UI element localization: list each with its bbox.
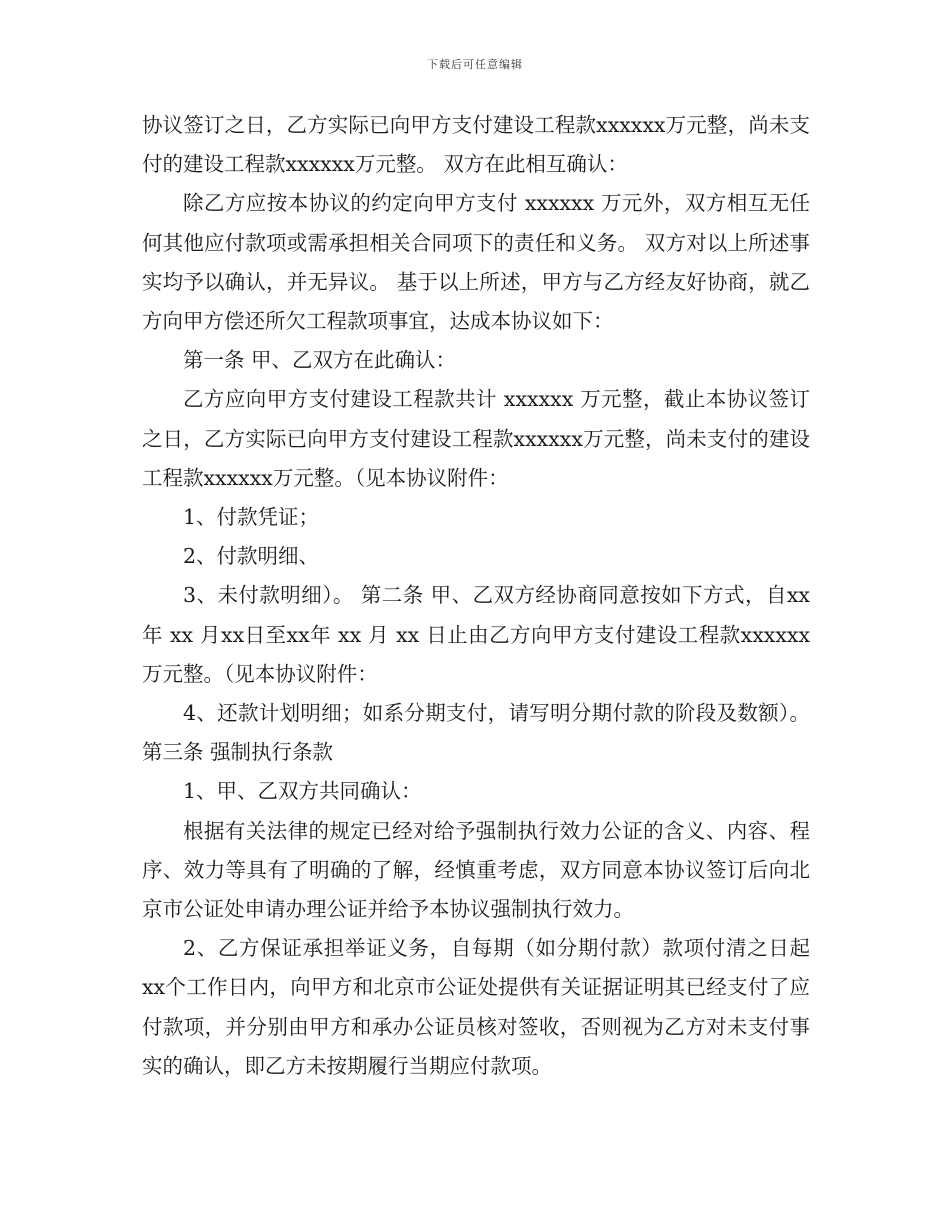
clause-2: 2、乙方保证承担举证义务，自每期（如分期付款）款项付清之日起xx个工作日内，向甲方和北京市公证处提供有关证据证明其已经支付了应付款项，并分别由甲方和承办公证员核对签收，否则视为乙方对未支付事实的确认，即乙方未按期履行当期应付款项。 (142, 936, 810, 1078)
list-item-4: 4、还款计划明细；如系分期支付，请写明分期付款的阶段及数额）。 第三条 强制执行条款 (142, 701, 810, 765)
clause-1: 1、甲、乙双方共同确认： (183, 779, 422, 804)
page-header: 下载后可任意编辑 (427, 58, 523, 71)
list-item-3: 3、未付款明细）。 第二条 甲、乙双方经协商同意按如下方式，自xx年 xx 月xx日至xx年 xx 月 xx 日止由乙方向甲方支付建设工程款xxxxxx万元整。（见本协议附件： (142, 583, 810, 686)
paragraph-10: 根据有关法律的规定已经对给予强制执行效力公证的含义、内容、程序、效力等具有了明确的了解，经慎重考虑，双方同意本协议签订后向北京市公证处申请办理公证并给予本协议强制执行效力。 (142, 818, 810, 922)
document-body (142, 106, 810, 1086)
article-1-heading: 第一条 甲、乙双方在此确认： (183, 348, 457, 373)
list-item-1: 1、付款凭证； (183, 505, 320, 530)
paragraph-2: 除乙方应按本协议的约定向甲方支付 xxxxxx 万元外，双方相互无任何其他应付款项或需承担相关合同项下的责任和义务。 双方对以上所述事实均予以确认，并无异议。 基于以上所述，甲方与乙方经友好协商，就乙方向甲方偿还所欠工程款项事宜，达成本协议如下： (142, 191, 810, 334)
list-item-2: 2、付款明细、 (183, 544, 320, 569)
paragraph-1: 协议签订之日，乙方实际已向甲方支付建设工程款xxxxxx万元整，尚未支付的建设工程款xxxxxx万元整。 双方在此相互确认： (142, 113, 810, 177)
paragraph-4: 乙方应向甲方支付建设工程款共计 xxxxxx 万元整，截止本协议签订之日，乙方实际已向甲方支付建设工程款xxxxxx万元整，尚未支付的建设工程款xxxxxx万元整。（见本协议附件： (142, 387, 810, 490)
